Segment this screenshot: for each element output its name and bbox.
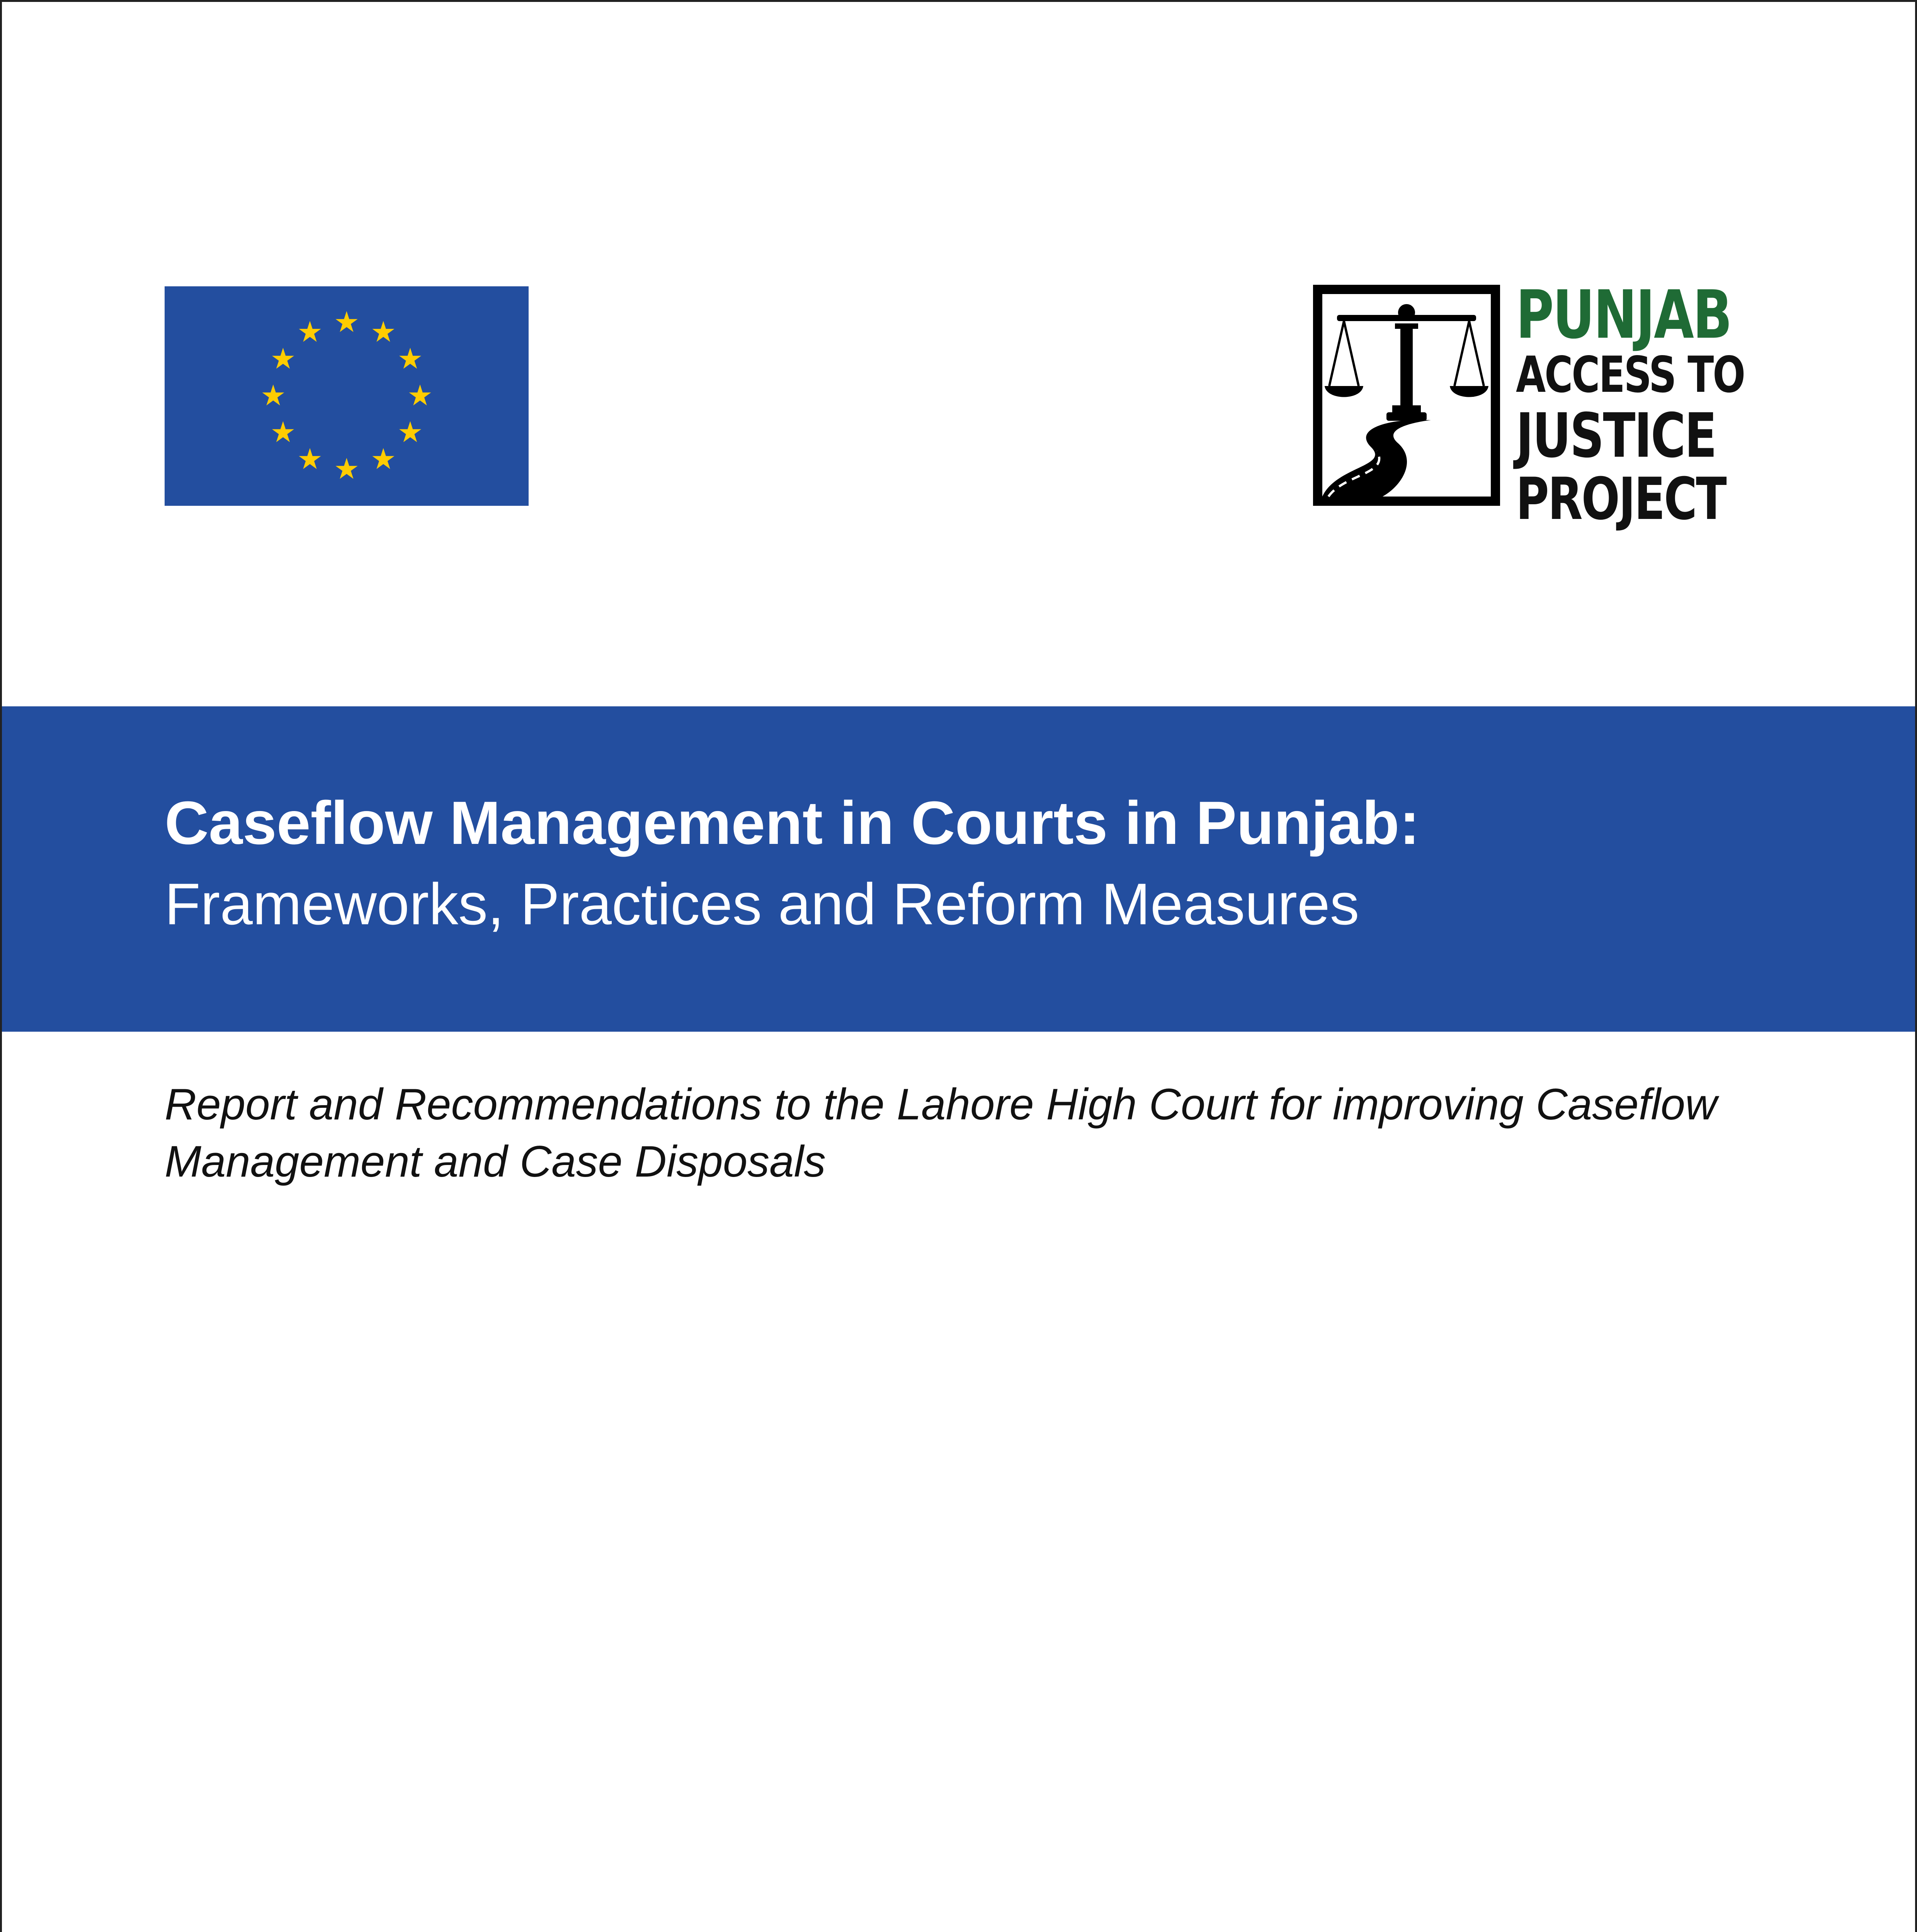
report-description: Report and Recommendations to the Lahore High Court for improving Caseflow Management and Case Disposals [165, 1080, 1717, 1187]
scales-of-justice-icon [1313, 285, 1500, 506]
logo-line-punjab: PUNJAB [1516, 276, 1731, 354]
logo-line-justice: JUSTICE [1516, 400, 1716, 471]
logo-wordmark [1516, 276, 1744, 533]
logo-line-access-to: ACCESS TO [1516, 346, 1744, 404]
page-title: Caseflow Management in Courts in Punjab: [165, 789, 1420, 857]
eu-flag-icon [165, 286, 529, 506]
logo-line-project: PROJECT [1516, 466, 1726, 533]
page-subtitle: Frameworks, Practices and Reform Measures [165, 871, 1359, 937]
title-band [2, 706, 1915, 1032]
punjab-access-to-justice-logo [1313, 276, 1757, 533]
eu-flag-logo [165, 286, 529, 506]
